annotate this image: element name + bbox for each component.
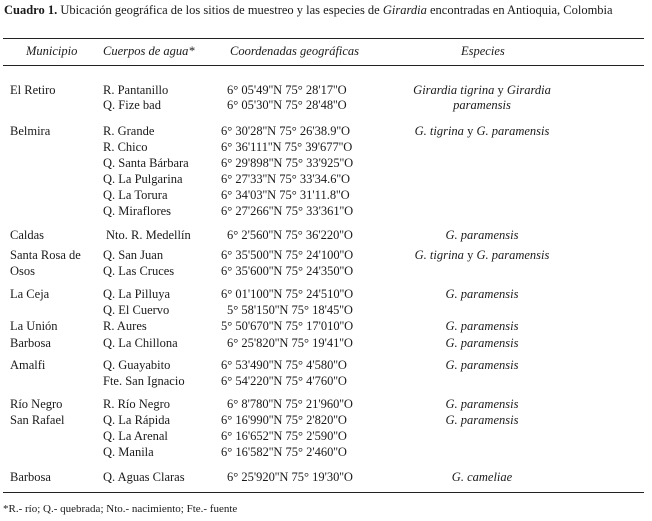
coordenada-cell: 6° 54'220''N 75° 4'760''O	[221, 374, 347, 388]
cuerpo-cell: Q. La Pulgarina	[103, 172, 183, 186]
header-especies: Especies	[461, 44, 505, 58]
especie-cell: paramensis	[453, 98, 511, 112]
coordenada-cell: 6° 35'500''N 75° 24'100''O	[221, 248, 354, 262]
caption-text: Ubicación geográfica de los sitios de muestreo y las especies de	[57, 3, 383, 17]
municipio-cell: Río Negro	[10, 397, 63, 411]
coordenada-cell: 5° 50'670''N 75° 17'010''O	[221, 319, 354, 333]
especie-cell: G. paramensis	[445, 413, 519, 427]
cuerpo-cell: R. Aures	[103, 319, 147, 333]
cuerpo-cell: Q. La Torura	[103, 188, 168, 202]
coordenada-cell: 6° 2'560''N 75° 36'220''O	[227, 228, 353, 242]
cuerpo-cell: Nto. R. Medellín	[106, 228, 191, 242]
cuerpo-cell: Q. Guayabito	[103, 358, 171, 372]
especie-name: Girardia tigrina	[413, 83, 495, 97]
bottom-rule	[3, 492, 644, 493]
header-rule	[3, 65, 644, 66]
cuerpo-cell: Q. Santa Bárbara	[103, 156, 189, 170]
especie-cell	[384, 124, 580, 139]
especie-connector: y	[463, 124, 477, 138]
municipio-cell: Barbosa	[10, 336, 51, 350]
cuerpo-cell: Q. La Pilluya	[103, 287, 171, 301]
cuerpo-cell: Q. Las Cruces	[103, 264, 175, 278]
header-coordenadas: Coordenadas geográficas	[230, 44, 360, 58]
especie-cell: G. paramensis	[445, 336, 519, 350]
municipio-cell: San Rafael	[10, 413, 65, 427]
coordenada-cell: 6° 27'33''N 75° 33'34.6''O	[221, 172, 351, 186]
especie-cell	[384, 248, 580, 263]
especie-cell	[384, 83, 580, 98]
cuerpo-cell: Q. El Cuervo	[103, 303, 170, 317]
municipio-cell: Caldas	[10, 228, 45, 242]
especie-name: Girardia	[506, 83, 551, 97]
cuerpo-cell: Q. La Chillona	[103, 336, 178, 350]
coordenada-cell: 6° 29'898''N 75° 33'925''O	[221, 156, 354, 170]
especie-cell: G. cameliae	[451, 470, 513, 484]
especie-cell: G. paramensis	[445, 287, 519, 301]
caption-label: Cuadro 1.	[4, 3, 58, 17]
cuerpo-cell: R. Río Negro	[103, 397, 171, 411]
municipio-cell: Santa Rosa de	[10, 248, 81, 262]
cuerpo-cell: Q. Fize bad	[103, 98, 161, 112]
especie-name: G. paramensis	[476, 248, 550, 262]
table-caption	[4, 3, 644, 18]
coordenada-cell: 6° 27'266''N 75° 33'361''O	[221, 204, 354, 218]
especie-name: G. tigrina	[414, 248, 464, 262]
municipio-cell: Belmira	[10, 124, 51, 138]
cuerpo-cell: Q. San Juan	[103, 248, 164, 262]
especie-cell: G. paramensis	[445, 397, 519, 411]
municipio-cell: El Retiro	[10, 83, 56, 97]
coordenada-cell: 6° 25'920''N 75° 19'30''O	[227, 470, 353, 484]
especie-connector: y	[463, 248, 477, 262]
especie-connector: y	[494, 83, 507, 97]
header-municipio: Municipio	[26, 44, 78, 58]
cuerpo-cell: Q. Manila	[103, 445, 154, 459]
caption-text-end: encontradas en Antioquia, Colombia	[426, 3, 613, 17]
cuerpo-cell: R. Pantanillo	[103, 83, 169, 97]
table-footnote: *R.- río; Q.- quebrada; Nto.- nacimiento; Fte.- fuente	[3, 503, 238, 515]
cuerpo-cell: Fte. San Ignacio	[103, 374, 185, 388]
cuerpo-cell: Q. La Arenal	[103, 429, 168, 443]
coordenada-cell: 6° 05'30''N 75° 28'48''O	[227, 98, 347, 112]
municipio-cell: La Unión	[10, 319, 58, 333]
coordenada-cell: 6° 8'780''N 75° 21'960''O	[227, 397, 353, 411]
cuerpo-cell: R. Grande	[103, 124, 155, 138]
caption-genus: Girardia	[382, 3, 427, 17]
coordenada-cell: 6° 25'820''N 75° 19'41''O	[227, 336, 353, 350]
municipio-cell: Amalfi	[10, 358, 46, 372]
coordenada-cell: 6° 05'49''N 75° 28'17''O	[227, 83, 347, 97]
coordenada-cell: 6° 01'100''N 75° 24'510''O	[221, 287, 354, 301]
especie-cell: G. paramensis	[445, 228, 519, 242]
especie-cell: G. paramensis	[445, 319, 519, 333]
coordenada-cell: 6° 16'990''N 75° 2'820''O	[221, 413, 347, 427]
cuerpo-cell: Q. Aguas Claras	[103, 470, 185, 484]
coordenada-cell: 5° 58'150''N 75° 18'45''O	[227, 303, 353, 317]
coordenada-cell: 6° 34'03''N 75° 31'11.8''O	[221, 188, 350, 202]
top-rule	[3, 38, 644, 39]
header-cuerpos: Cuerpos de agua*	[103, 44, 195, 58]
municipio-cell: La Ceja	[10, 287, 50, 301]
especie-cell: G. paramensis	[445, 358, 519, 372]
cuerpo-cell: R. Chico	[103, 140, 148, 154]
coordenada-cell: 6° 30'28''N 75° 26'38.9''O	[221, 124, 351, 138]
coordenada-cell: 6° 16'582''N 75° 2'460''O	[221, 445, 347, 459]
coordenada-cell: 6° 36'111''N 75° 39'677''O	[221, 140, 353, 154]
especie-name: G. paramensis	[476, 124, 550, 138]
municipio-cell: Barbosa	[10, 470, 51, 484]
especie-name: G. tigrina	[414, 124, 464, 138]
municipio-cell: Osos	[10, 264, 36, 278]
coordenada-cell: 6° 35'600''N 75° 24'350''O	[221, 264, 354, 278]
cuerpo-cell: Q. Miraflores	[103, 204, 172, 218]
coordenada-cell: 6° 53'490''N 75° 4'580''O	[221, 358, 347, 372]
coordenada-cell: 6° 16'652''N 75° 2'590''O	[221, 429, 347, 443]
cuerpo-cell: Q. La Rápida	[103, 413, 170, 427]
